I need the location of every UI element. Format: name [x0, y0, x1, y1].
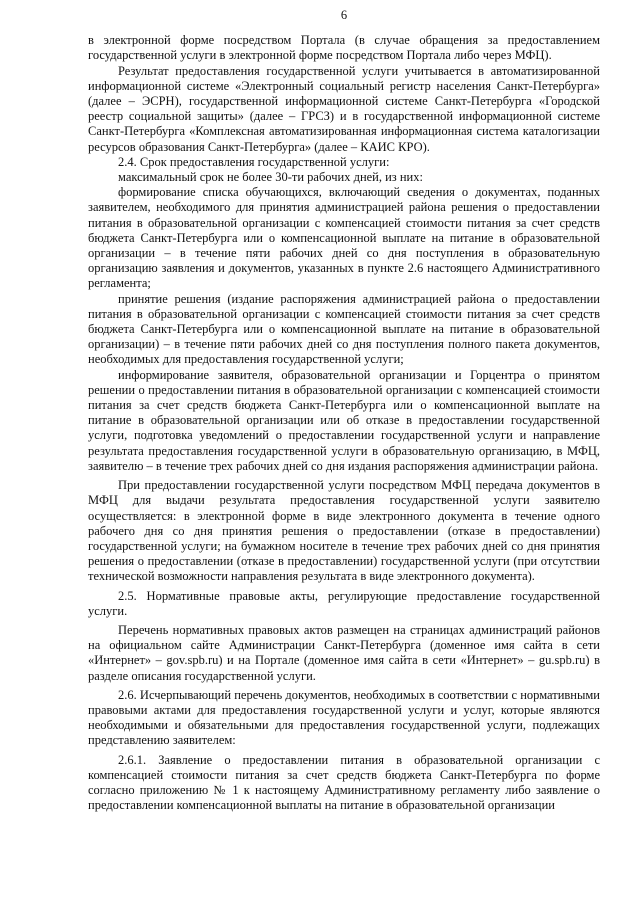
paragraph-2-6-1: 2.6.1. Заявление о предоставлении питания в образовательной организации с компенсацией стоимости питания за счет средств бюджета Санкт-Петербурга по форме согласно приложению № 1 к настоящему Административному регламенту либо заявление о предоставлении компенсационной выплаты на питание в образовательной организации — [88, 752, 600, 813]
paragraph-result-registration: Результат предоставления государственной услуги учитывается в автоматизированной информационной системе «Электронный социальный регистр населения Санкт-Петербурга» (далее – ЭСРН), государственной информационной системе Санкт-Петербурга «Городской реестр социальной защиты» (далее – ГРСЗ) и в государственной информационной системе Санкт-Петербурга «Комплексная автоматизированная информационная система каталогизации ресурсов образования Санкт-Петербурга» (далее – КАИС КРО). — [88, 63, 600, 154]
paragraph-informing: информирование заявителя, образовательной организации и Горцентра о принятом решении о предоставлении питания в образовательной организации с компенсацией стоимости питания за счет средств бюджета Санкт-Петербурга или о компенсационной выплате на питание в образовательной организации или об отказе в предоставлении государственной услуги, подготовка уведомлений о предоставлении государственной услуги и направление результата предоставления государственной услуги в образовательную организацию, в МФЦ, заявителю – в течение трех рабочих дней со дня издания распоряжения администрации района. — [88, 367, 600, 473]
paragraph-max-term: максимальный срок не более 30-ти рабочих дней, из них: — [118, 170, 423, 185]
paragraph-portal-continuation: в электронной форме посредством Портала (в случае обращения за предоставлением государственной услуги в электронной форме посредством Портала либо через МФЦ). — [88, 33, 600, 63]
section-heading-2-6: 2.6. Исчерпывающий перечень документов, необходимых в соответствии с нормативными правовыми актами для предоставления государственной услуги и услуг, которые являются необходимыми и обязательными для предоставления государственной услуги, подлежащих представлению заявителем: — [88, 687, 600, 748]
paragraph-decision: принятие решения (издание распоряжения администрацией района о предоставлении питания в образовательной организации с компенсацией стоимости питания за счет средств бюджета Санкт-Петербурга или о компенсационной выплате на питание в образовательной организации) – в течение пяти рабочих дней со дня поступления полного пакета документов, необходимых для предоставления государственной услуги; — [88, 291, 600, 367]
section-heading-2-5: 2.5. Нормативные правовые акты, регулирующие предоставление государственной услуги. — [88, 588, 600, 618]
page-number: 6 — [340, 8, 348, 22]
section-heading-2-4: 2.4. Срок предоставления государственной услуги: — [118, 154, 390, 169]
paragraph-legal-acts-list: Перечень нормативных правовых актов размещен на страницах администраций районов на официальном сайте Администрации Санкт-Петербурга (доменное имя сайта в сети «Интернет» – gov.spb.ru) и на Портале (доменное имя сайта в сети «Интернет» – gu.spb.ru) в разделе описания государственной услуги. — [88, 622, 600, 683]
paragraph-list-formation: формирование списка обучающихся, включающий сведения о документах, поданных заявителем, необходимого для принятия администрацией района решения о предоставлении питания в образовательной организации с компенсацией стоимости питания за счет средств бюджета Санкт-Петербурга или о компенсационной выплате на питание в образовательной организации – в течение пяти рабочих дней со дня поступления в образовательную организацию заявления и документов, указанных в пункте 2.6 настоящего Административного регламента; — [88, 185, 600, 291]
paragraph-mfc-transfer: При предоставлении государственной услуги посредством МФЦ передача документов в МФЦ для выдачи результата предоставления государственной услуги заявителю осуществляется: в электронной форме в виде электронного документа в течение одного рабочего дня со дня принятия решения о предоставлении (отказе в предоставлении) государственной услуги; на бумажном носителе в течение трех рабочих дней со дня принятия решения о предоставлении (отказе в предоставлении) государственной услуги (при отсутствии технической возможности направления результата в виде электронного документа). — [88, 478, 600, 584]
